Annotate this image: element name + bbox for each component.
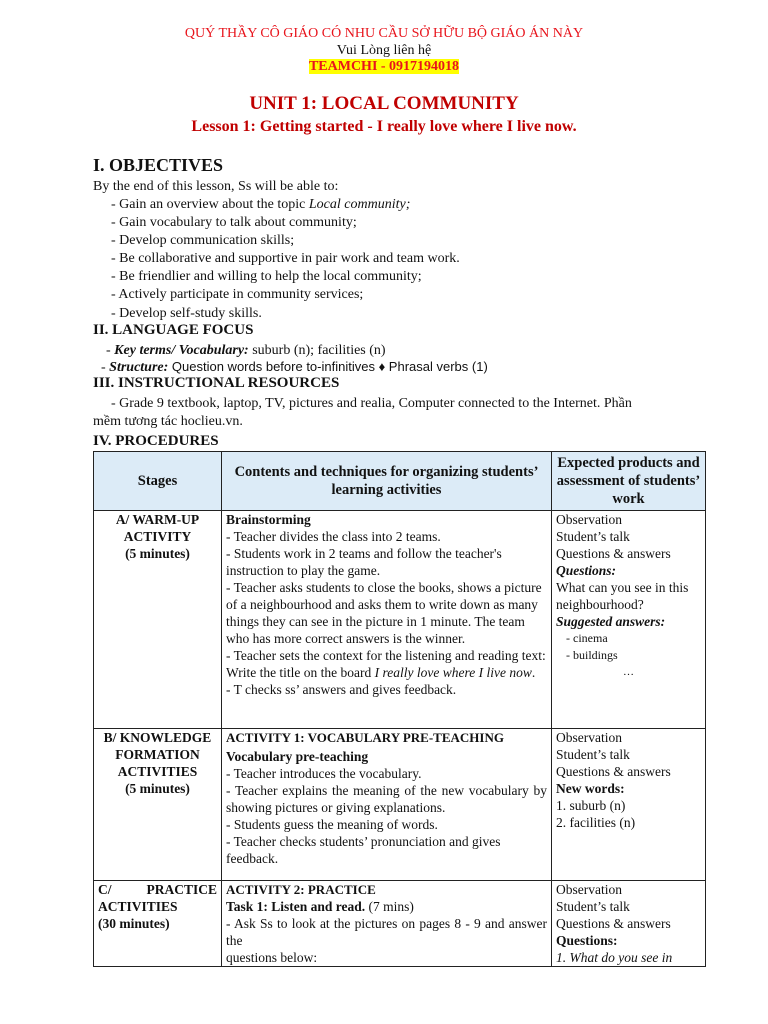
resources-text-cont: mềm tương tác hoclieu.vn.: [93, 414, 243, 429]
header-stages: Stages: [94, 452, 222, 511]
products-cell: Observation Student’s talk Questions & answers Questions: 1. What do you see in: [552, 881, 706, 967]
stage-cell: A/ WARM-UP ACTIVITY (5 minutes): [94, 511, 222, 729]
key-terms-line: - Key terms/ Vocabulary: suburb (n); facilities (n): [106, 343, 386, 358]
objective-item: - Be collaborative and supportive in pair work and team work.: [111, 251, 460, 266]
objective-item: - Actively participate in community services;: [111, 287, 364, 302]
contents-cell: ACTIVITY 2: PRACTICE Task 1: Listen and read. (7 mins) - Ask Ss to look at the pictures on pages 8 - 9 and answer the questions below:: [222, 881, 552, 967]
unit-title: UNIT 1: LOCAL COMMUNITY: [249, 93, 519, 114]
contact-note: Vui Lòng liên hệ: [336, 43, 432, 58]
header-contents: Contents and techniques for organizing students’ learning activities: [222, 452, 552, 511]
table-row-knowledge: [94, 729, 706, 881]
objective-item: - Gain an overview about the topic Local community;: [111, 197, 411, 212]
stage-cell: B/ KNOWLEDGE FORMATION ACTIVITIES (5 minutes): [94, 729, 222, 881]
objectives-heading: I. OBJECTIVES: [93, 155, 224, 175]
products-cell: Observation Student’s talk Questions & answers Questions: What can you see in this neighbourhood? Suggested answers: - cinema - buildings …: [552, 511, 706, 729]
contents-cell: Brainstorming - Teacher divides the class into 2 teams. - Students work in 2 teams and follow the teacher's instruction to play the game. - Teacher asks students to close the books, shows a picture of a neighbourhood and asks them to write down as many things they can see in the picture in 1 minute. The team who has more correct answers is the winner. - Teacher sets the context for the listening and reading text: Write the title on the board I really love where I live now. - T checks ss’ answers and gives feedback.: [222, 511, 552, 729]
resources-text: - Grade 9 textbook, laptop, TV, pictures and realia, Computer connected to the Internet. Phần: [111, 396, 632, 411]
procedures-heading: IV. PROCEDURES: [93, 433, 219, 449]
language-focus-heading: II. LANGUAGE FOCUS: [93, 322, 254, 338]
table-row-practice: [94, 881, 706, 967]
resources-heading: III. INSTRUCTIONAL RESOURCES: [93, 375, 340, 391]
stage-cell: C/ PRACTICE ACTIVITIES (30 minutes): [94, 881, 222, 967]
structure-line: - Structure: Question words before to-infinitives ♦ Phrasal verbs (1): [101, 359, 488, 375]
contact-highlight: TEAMCHI - 0917194018: [308, 59, 460, 74]
header-products: Expected products and assessment of students’ work: [552, 452, 706, 511]
activity-title: ACTIVITY 1: VOCABULARY PRE-TEACHING: [226, 730, 504, 745]
activity-title: ACTIVITY 2: PRACTICE: [226, 882, 376, 897]
objective-item: - Develop self-study skills.: [111, 306, 262, 321]
activity-title: Brainstorming: [226, 512, 311, 527]
objective-item: - Develop communication skills;: [111, 233, 295, 248]
objectives-intro: By the end of this lesson, Ss will be able to:: [93, 179, 339, 194]
objective-item: - Be friendlier and willing to help the local community;: [111, 269, 422, 284]
contact-info: [0, 59, 768, 75]
table-header-row: [94, 452, 706, 511]
promo-banner-line: QUÝ THẦY CÔ GIÁO CÓ NHU CẦU SỞ HỮU BỘ GIÁO ÁN NÀY: [184, 26, 584, 41]
objective-item: - Gain vocabulary to talk about community;: [111, 215, 357, 230]
procedures-table: [93, 451, 706, 967]
lesson-title: Lesson 1: Getting started - I really love where I live now.: [191, 118, 577, 135]
products-cell: Observation Student’s talk Questions & answers New words: 1. suburb (n) 2. facilities (n): [552, 729, 706, 881]
contents-cell: ACTIVITY 1: VOCABULARY PRE-TEACHING Vocabulary pre-teaching - Teacher introduces the vocabulary. - Teacher explains the meaning of the new vocabulary by showing pictures or giving explanations. - Students guess the meaning of words. - Teacher checks students’ pronunciation and gives feedback.: [222, 729, 552, 881]
table-row-warmup: [94, 511, 706, 729]
